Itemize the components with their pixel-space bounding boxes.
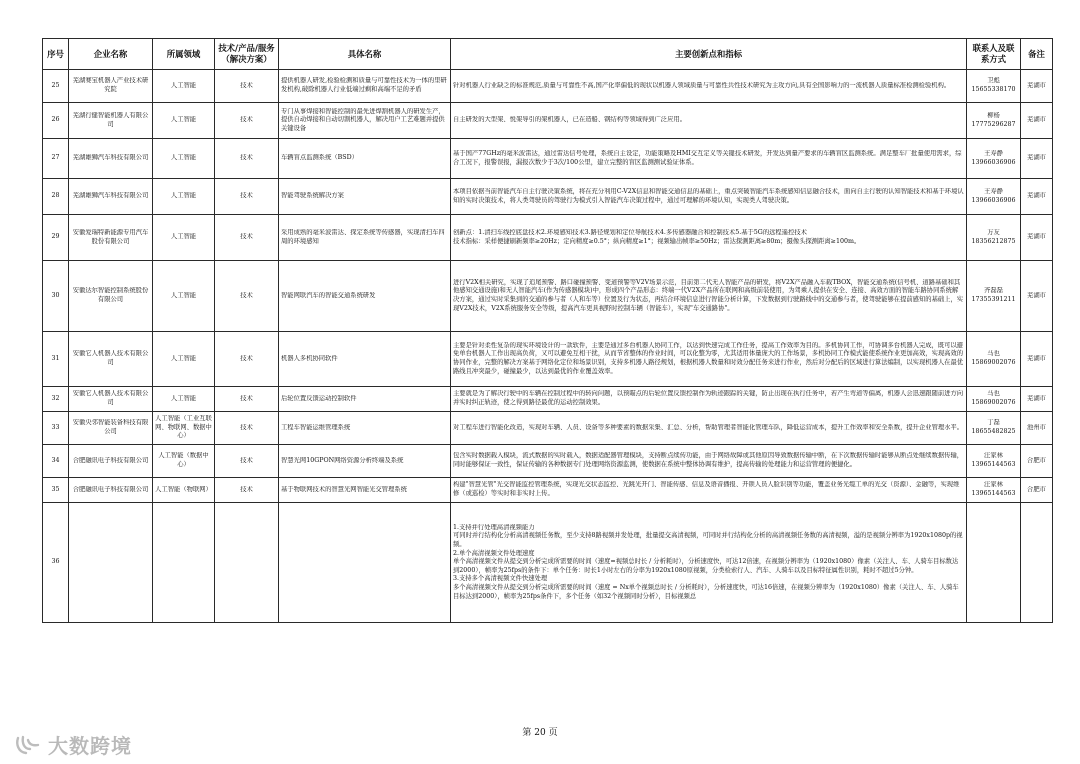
cell-type: [215, 445, 279, 478]
cell-contact-text: 柳杨 17775296287: [971, 111, 1016, 128]
table-row: [43, 387, 1053, 412]
cell-field: [153, 332, 215, 387]
cell-field-text: 人工智能: [170, 233, 197, 241]
cell-type-text: 技术: [240, 423, 253, 431]
cell-remark: [1021, 70, 1053, 103]
cell-innovation-text: 主要就是为了解决行驶中的车辆在控制过程中的转向问题，以预瞄点的后轮位置反馈控制作为轨迹跟踪的关键，防止出现在执行任务中，若产生弯道等偏离，机器人会迅速跟随前进方向并实时纠正轨迹，使之得到路径最优的运动控制效果。: [453, 390, 964, 406]
cell-type: [215, 478, 279, 503]
cell-contact-text: 王寿静 13966036906: [971, 187, 1016, 204]
cell-contact-text: 马也 15869002076: [971, 350, 1016, 366]
cell-remark-text: 芜湖市: [1027, 154, 1046, 162]
cell-name: [279, 70, 451, 103]
cell-contact: [967, 103, 1021, 139]
table-row: [43, 261, 1053, 332]
cell-company: [69, 70, 153, 103]
cell-name-text: 后轮位置反馈运动控制软件: [281, 394, 357, 402]
cell-seq: [43, 332, 69, 387]
cell-innovation: [451, 139, 967, 179]
cell-seq: [43, 478, 69, 503]
cell-innovation-text: 构建"智慧光管"光交智能监控管理系统，实现光交状态监控、光跳光开门、智能传感、信息及语音播报、开锁人员人脸识别等功能，覆盖业务光缆工单的光交（资源）、金融等，实现维修（或巡检）等实时和非实时上传。: [453, 481, 960, 497]
cell-name: [279, 139, 451, 179]
cell-name: [279, 445, 451, 478]
cell-remark: [1021, 503, 1053, 623]
cell-remark-text: 芜湖市: [1027, 233, 1046, 241]
cell-contact: [967, 412, 1021, 445]
cell-contact-text: 汪家林 13965144563: [971, 452, 1016, 468]
cell-contact: [967, 261, 1021, 332]
table-header-row: [43, 39, 1053, 70]
watermark: [14, 730, 132, 759]
cell-seq-text: 36: [51, 558, 60, 566]
cell-type-text: 技术: [240, 116, 253, 124]
cell-contact: [967, 332, 1021, 387]
cell-innovation: [451, 412, 967, 445]
cell-remark-text: 芜湖市: [1027, 354, 1046, 362]
cell-innovation: [451, 445, 967, 478]
cell-contact: [967, 503, 1021, 623]
header-remark: 备注: [1021, 39, 1053, 70]
cell-name: [279, 103, 451, 139]
cell-remark-text: 芜湖市: [1027, 291, 1046, 299]
table-row: [43, 478, 1053, 503]
cell-field: [153, 215, 215, 261]
cell-company-text: 芜湖行健智能机器人有限公司: [72, 111, 149, 128]
cell-seq-text: 31: [51, 354, 60, 362]
table-body: [43, 70, 1053, 623]
cell-field: [153, 70, 215, 103]
cell-innovation-text: 基于国产77GHz的毫米波雷达，通过雷达信号处理，系统自主设定，功能策略及HMI交互定义等关键技术研发，开发达到量产要求的车辆盲区监测系统。满足整车厂批量使用需求，综合工况下，报警误报，漏报次数少于3次/100公里，建立完整的盲区监测测试验证体系。: [453, 149, 962, 166]
cell-seq-text: 33: [51, 423, 60, 431]
cell-innovation-text: 创新点：1.清扫车线控底盘技术2.环境感知技术3.路径规划和定位导航技术4.多传感器融合和控制技术5.基于5G的远程遥控技术 技术指标：采样便捷刷新频率≥20Hz；定向精度≥0.5°；纵向精度≥1°；视频输出帧率≥50Hz；雷达探测距离≥80m；摄像头探测距离≥100m。: [453, 228, 861, 245]
cell-name: [279, 412, 451, 445]
cell-innovation-text: 进行V2X相关研究，实现了追尾预警、路口碰撞预警、变道预警等V2V场景示范，目前第二代无人智能产品的研发，将V2X产品融入车载TBOX，智能交通系统(信号机、道路基础和其他感知交通设施)和无人智能汽车(作为传感器模块)中，形成四个产品形态：终端一代V2X产品所在联网和高级前装使用，为驾乘人提供在安全、连接、高效方面的智能车路协同系统解决方案，通过实时采集到的交通的参与者（人和车等）位置及行为状态，再结合环境信息进行智能分析计算，下发数据到行驶路线中的交通参与者，使驾驶能够在提前感知的基础上，实现V2X技术，V2X系统服务安全等级，提高汽车更具视野时控制车辆（智能车），实现"车交通路协"。: [453, 278, 964, 312]
cell-contact-text: 卫彪 15655338170: [971, 77, 1016, 93]
cell-innovation-text: 包含实时数据载入模块，流式数据的实时载入，数据适配器管理模块，支持断点续传功能，由于网络故障或其他原因导致数据传输中断，在下次数据传输时能够从断点处继续数据传输，同时能够保证一致性，保证传输的各种数据专门处理网络资源监测，使数据在系统中整体协调有维护，提高传输的处理能力和运营管理的便捷化。: [453, 452, 964, 468]
cell-contact-text: 王寿静 13966036906: [971, 149, 1016, 166]
cell-remark: [1021, 179, 1053, 215]
cell-field: [153, 478, 215, 503]
cell-name: [279, 332, 451, 387]
cell-company: [69, 139, 153, 179]
cell-type: [215, 103, 279, 139]
cell-field: [153, 503, 215, 623]
cell-company: [69, 179, 153, 215]
cell-type-text: 技术: [240, 354, 253, 362]
cell-field: [153, 412, 215, 445]
cell-name-text: 提供机器人研发,检验检测和质量与可靠性技术为一体的里研发机构,破除机器人行业低端过剩和高端不足的矛盾: [281, 77, 447, 93]
cell-seq: [43, 179, 69, 215]
cell-company: [69, 103, 153, 139]
cell-company-text: 合肥融讯电子科技有限公司: [72, 485, 149, 493]
cell-type-text: 技术: [240, 394, 253, 402]
cell-innovation: [451, 103, 967, 139]
cell-innovation: [451, 387, 967, 412]
cell-field-text: 人工智能: [170, 394, 197, 402]
cell-contact-text: 马也 15869002076: [971, 390, 1016, 406]
cell-company-text: 芜湖雄狮汽车科技有限公司: [72, 154, 149, 162]
cell-type: [215, 412, 279, 445]
cell-remark-text: 芜湖市: [1027, 192, 1046, 200]
cell-seq-text: 32: [51, 394, 60, 402]
cell-name: [279, 179, 451, 215]
cell-company: [69, 445, 153, 478]
cell-name-text: 基于物联网技术的智慧光网智能光交管理系统: [281, 485, 407, 493]
cell-name: [279, 215, 451, 261]
cell-field-text: 人工智能（工业互联网、物联网、数据中心）: [155, 415, 212, 440]
cell-innovation-text: 自主研发的大型架、悦架导引的架机器人，已在造船、钢结构等领域得到广泛应用。: [453, 116, 686, 124]
cell-type-text: 技术: [240, 456, 253, 464]
cell-innovation: [451, 215, 967, 261]
cell-company-text: 安徽它人机器人技术有限公司: [72, 350, 149, 366]
cell-company: [69, 412, 153, 445]
cell-field-text: 人工智能（物联网）: [155, 485, 212, 493]
cell-field-text: 人工智能: [170, 291, 197, 299]
cell-seq-text: 30: [51, 291, 60, 299]
cell-seq-text: 26: [51, 116, 60, 124]
cell-innovation-text: 针对机器人行业缺乏的标准规范,质量与可靠性不高,国产化率偏低的现状以机器人领域质量与可靠性共性技术研究为主攻方向,具有全国影响力的一流机器人质量标准检测检验机构。: [453, 81, 951, 89]
cell-remark-text: 池州市: [1027, 423, 1046, 431]
cell-name-text: 专门从事焊接和智能控制的最先进焊割机器人的研发生产，提供自动焊接和自动切割机器人，解决用户工艺难题并提供关键设备: [281, 107, 445, 132]
header-contact: 联系人及联系方式: [967, 39, 1021, 70]
cell-type: [215, 215, 279, 261]
cell-type-text: 技术: [240, 154, 253, 162]
cell-contact: [967, 478, 1021, 503]
cell-innovation-text: 本项目依据当前智能汽车自主行驶决策系统，将在充分利用C-V2X信息和智能交通信息的基础上，重点突破智能汽车系统感知信息融合技术，面向自主行驶的认知智能技术和基于环境认知的实时决策技术，将人类驾驶员的驾驶行为模式引入智能汽车决策过程中，通过可理解的环境认知，实现类人驾驶决策。: [453, 187, 964, 204]
cell-type: [215, 139, 279, 179]
cell-contact-text: 齐磊磊 17355391211: [971, 287, 1016, 303]
cell-remark: [1021, 215, 1053, 261]
cell-innovation: [451, 478, 967, 503]
cell-remark-text: 芜湖市: [1027, 116, 1046, 124]
table-row: [43, 179, 1053, 215]
cell-name: [279, 478, 451, 503]
cell-field: [153, 445, 215, 478]
table-row: [43, 70, 1053, 103]
cell-remark: [1021, 332, 1053, 387]
cell-name-text: 车辆盲点监测系统（BSD）: [281, 154, 358, 162]
cell-company-text: 安徽爱瑞特新能源专用汽车股份有限公司: [72, 228, 149, 245]
cell-contact: [967, 139, 1021, 179]
cell-company-text: 安徽它人机器人技术有限公司: [72, 390, 149, 406]
cell-remark: [1021, 103, 1053, 139]
cell-innovation-text: 主要是针对柔性复杂的现实环境设计的一款软件，主要是通过多台机器人协同工作，以达到快速完成工作任务，提高工作效率为目的。多机协同工作，可协调多台机器人完成，既可以避免单台机器人工作出现高负荷，又可以避免互相干扰，从而节省整体的作业时间，可以化整为零，尤其适用体量庞大的工作场景，多机协同工作模式能使系统作业更加高效，实现高效的协同作业，完整的解决方案基于网络化定位和场景识别，支持多机器人路径规划，根据机器人数量和时效分配任务来进行作业，然后对分配后的区域进行算法编制，以实现机器人在最优路线且冲突最少，碰撞最少，以达到最优的作业覆盖效率。: [453, 341, 964, 375]
cell-seq: [43, 103, 69, 139]
header-name: 具体名称: [279, 39, 451, 70]
cell-type: [215, 261, 279, 332]
cell-seq: [43, 215, 69, 261]
cell-field-text: 人工智能: [170, 116, 197, 124]
cell-innovation: [451, 179, 967, 215]
header-seq: 序号: [43, 39, 69, 70]
cell-remark-text: 芜湖市: [1027, 394, 1046, 402]
cell-seq-text: 29: [51, 233, 60, 241]
cell-remark: [1021, 387, 1053, 412]
cell-field-text: 人工智能: [170, 81, 197, 89]
cell-innovation: [451, 503, 967, 623]
table-row: [43, 503, 1053, 623]
cell-remark: [1021, 261, 1053, 332]
cell-seq-text: 35: [51, 485, 60, 493]
cell-name: [279, 261, 451, 332]
cell-company: [69, 503, 153, 623]
cell-field-text: 人工智能（数据中心）: [158, 452, 209, 468]
table-row: [43, 332, 1053, 387]
cell-type-text: 技术: [240, 81, 253, 89]
cell-type-text: 技术: [240, 485, 253, 493]
cell-type: [215, 503, 279, 623]
cell-type-text: 技术: [240, 192, 253, 200]
cell-contact: [967, 179, 1021, 215]
cell-company: [69, 261, 153, 332]
cell-field: [153, 103, 215, 139]
cell-field: [153, 261, 215, 332]
table-row: [43, 445, 1053, 478]
cell-name-text: 智慧光网10GPON网络资源分析终端及系统: [281, 456, 404, 464]
cell-type: [215, 70, 279, 103]
cell-company-text: 合肥融讯电子科技有限公司: [72, 456, 149, 464]
cell-field-text: 人工智能: [170, 354, 197, 362]
cell-company: [69, 387, 153, 412]
cell-name: [279, 503, 451, 623]
cell-seq-text: 27: [51, 154, 60, 162]
cell-company: [69, 478, 153, 503]
cell-contact-text: 丁磊 18655482825: [971, 419, 1016, 435]
cell-seq-text: 28: [51, 192, 60, 200]
cell-type-text: 技术: [240, 291, 253, 299]
cell-name-text: 工程车智能运维管理系统: [281, 423, 351, 431]
cell-contact-text: 汪家林 13965144563: [971, 481, 1016, 497]
cell-innovation-text: 1.支持并行处理高清视频能力 可同时并行结构化分析高清视频任务数，至少支持8路视频并发处理，批量提交高清视频，可同时并行结构化分析的高清视频任务数的高清视频，溢的是视频分辨率为1920x1080p的视频。 2.单个高清视频文件处理速度 单个高清视频文件从提交到分析完成所需要的时间（速度=视频总时长 / 分析耗时），分析速度快，可达12倍速，在视频分辨率为（1920x1080）像素（关注人、车、人骑车目标数达到2000），帧率为25fps的条件下：单个任务：时长1小时左右的分率为1920x1080原视频，分类检索行人、汽车、人骑车以及目标特征属性识别，耗时不超过5分钟。 3.支持多个高清视频文件快速处理 多个高清视频文件从提交到分析完成所需要的时间（速度 = Nx单个视频总时长 / 分析耗时），分析速度快，可达16倍速，在视频分辨率为（1920x1080）像素（关注人、车、人骑车目标达到2000），帧率为25fps条件下，多个任务（如32个视频同时分析），目标视频总: [453, 523, 963, 600]
header-type: 技术/产品/服务（解决方案）: [215, 39, 279, 70]
cell-company-text: 安徽央邻智能装备科技有限公司: [72, 419, 149, 435]
cell-company: [69, 332, 153, 387]
watermark-logo-icon: [14, 734, 44, 756]
cell-remark-text: 合肥市: [1027, 456, 1046, 464]
cell-remark: [1021, 412, 1053, 445]
cell-contact: [967, 70, 1021, 103]
cell-seq: [43, 445, 69, 478]
cell-seq-text: 34: [51, 456, 60, 464]
table-row: [43, 215, 1053, 261]
cell-remark-text: 芜湖市: [1027, 81, 1046, 89]
cell-contact-text: 万友 18356212875: [971, 228, 1016, 245]
cell-innovation: [451, 332, 967, 387]
cell-field: [153, 387, 215, 412]
cell-name: [279, 387, 451, 412]
cell-seq: [43, 503, 69, 623]
page-number: 第 20 页: [522, 728, 558, 738]
cell-name-text: 机器人多机协同软件: [281, 354, 338, 362]
cell-innovation: [451, 70, 967, 103]
cell-seq: [43, 139, 69, 179]
cell-remark: [1021, 445, 1053, 478]
cell-seq: [43, 70, 69, 103]
cell-field: [153, 179, 215, 215]
cell-company-text: 安徽达尔智能控制系统股份有限公司: [72, 287, 149, 303]
watermark-text: 大数跨境: [48, 734, 132, 758]
cell-name-text: 智能网联汽车的智能交通系统研发: [281, 291, 376, 299]
cell-type: [215, 179, 279, 215]
cell-type-text: 技术: [240, 233, 253, 241]
cell-name-text: 采用成熟的毫米波雷达、探定系统等传感器，实现清扫车四周的环境感知: [281, 228, 445, 245]
cell-company-text: 芜湖赛宝机器人产业技术研究院: [72, 77, 149, 93]
header-innovation: 主要创新点和指标: [451, 39, 967, 70]
cell-contact: [967, 215, 1021, 261]
cell-seq: [43, 261, 69, 332]
cell-type: [215, 387, 279, 412]
cell-name-text: 智能驾驶系统解决方案: [281, 192, 344, 200]
cell-remark: [1021, 139, 1053, 179]
cell-seq: [43, 412, 69, 445]
cell-contact: [967, 387, 1021, 412]
header-company: 企业名称: [69, 39, 153, 70]
cell-field: [153, 139, 215, 179]
cell-company: [69, 215, 153, 261]
cell-seq: [43, 387, 69, 412]
cell-seq-text: 25: [51, 81, 60, 89]
cell-type: [215, 332, 279, 387]
cell-field-text: 人工智能: [170, 154, 197, 162]
cell-contact: [967, 445, 1021, 478]
cell-remark-text: 合肥市: [1027, 485, 1046, 493]
table-row: [43, 139, 1053, 179]
cell-innovation-text: 对工程车进行智能化改造，实现对车辆、人员、设备等多种要素的数据采集、汇总、分析，帮助管理者智能化管理车队，降低运营成本，提升工作效率和安全系数，提升企业管理水平。: [453, 423, 964, 431]
cell-remark: [1021, 478, 1053, 503]
innovation-table: [42, 38, 1053, 623]
header-field: 所属领域: [153, 39, 215, 70]
table-row: [43, 103, 1053, 139]
cell-innovation: [451, 261, 967, 332]
cell-company-text: 芜湖雄狮汽车科技有限公司: [72, 192, 149, 200]
cell-field-text: 人工智能: [170, 192, 197, 200]
table-row: [43, 412, 1053, 445]
